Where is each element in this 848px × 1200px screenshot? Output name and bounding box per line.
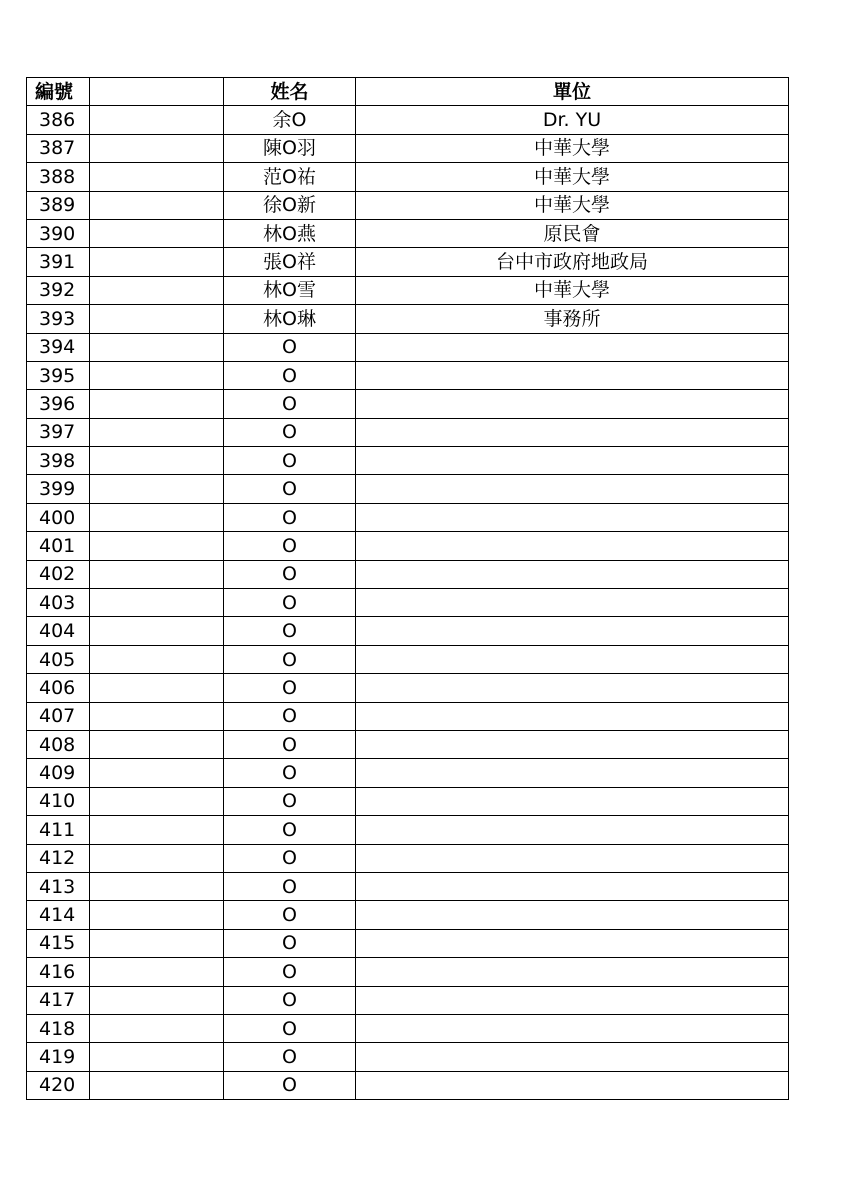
row-name: O <box>224 418 356 446</box>
row-unit: 事務所 <box>356 305 789 333</box>
row-unit <box>356 730 789 758</box>
row-unit: 台中市政府地政局 <box>356 248 789 276</box>
table-row <box>27 617 789 645</box>
row-unit: 中華大學 <box>356 191 789 219</box>
row-id: 391 <box>27 248 90 276</box>
table-row <box>27 844 789 872</box>
header-row <box>27 78 789 106</box>
row-id: 410 <box>27 787 90 815</box>
row-unit <box>356 958 789 986</box>
row-id: 393 <box>27 305 90 333</box>
header-unit: 單位 <box>356 78 789 106</box>
row-id: 407 <box>27 702 90 730</box>
row-name: O <box>224 730 356 758</box>
table-row <box>27 787 789 815</box>
row-unit <box>356 901 789 929</box>
row-unit <box>356 702 789 730</box>
row-blank-cell <box>90 1071 224 1099</box>
row-unit <box>356 333 789 361</box>
row-unit: Dr. YU <box>356 106 789 134</box>
table-row <box>27 1043 789 1071</box>
table-row <box>27 929 789 957</box>
row-blank-cell <box>90 560 224 588</box>
row-blank-cell <box>90 844 224 872</box>
row-id: 418 <box>27 1014 90 1042</box>
table-row <box>27 816 789 844</box>
row-id: 398 <box>27 447 90 475</box>
row-name: 林O燕 <box>224 219 356 247</box>
row-unit: 中華大學 <box>356 276 789 304</box>
row-blank-cell <box>90 276 224 304</box>
table-row <box>27 759 789 787</box>
row-unit: 原民會 <box>356 219 789 247</box>
table-row <box>27 589 789 617</box>
row-name: O <box>224 844 356 872</box>
row-name: 余O <box>224 106 356 134</box>
table-row <box>27 560 789 588</box>
row-blank-cell <box>90 816 224 844</box>
table-row <box>27 276 789 304</box>
row-name: O <box>224 1014 356 1042</box>
table-row <box>27 475 789 503</box>
row-id: 408 <box>27 730 90 758</box>
row-blank-cell <box>90 929 224 957</box>
table-row <box>27 872 789 900</box>
row-blank-cell <box>90 447 224 475</box>
row-id: 395 <box>27 361 90 389</box>
row-id: 403 <box>27 589 90 617</box>
row-id: 404 <box>27 617 90 645</box>
row-id: 399 <box>27 475 90 503</box>
row-blank-cell <box>90 730 224 758</box>
row-unit <box>356 390 789 418</box>
row-unit <box>356 929 789 957</box>
row-blank-cell <box>90 1014 224 1042</box>
header-blank <box>90 78 224 106</box>
row-id: 397 <box>27 418 90 446</box>
row-id: 388 <box>27 163 90 191</box>
row-name: O <box>224 929 356 957</box>
row-name: 范O祐 <box>224 163 356 191</box>
row-blank-cell <box>90 759 224 787</box>
row-name: O <box>224 617 356 645</box>
row-id: 392 <box>27 276 90 304</box>
row-name: O <box>224 333 356 361</box>
table-row <box>27 958 789 986</box>
table-row <box>27 219 789 247</box>
row-blank-cell <box>90 106 224 134</box>
row-id: 413 <box>27 872 90 900</box>
row-unit <box>356 447 789 475</box>
row-name: O <box>224 1043 356 1071</box>
row-blank-cell <box>90 872 224 900</box>
table-row <box>27 305 789 333</box>
table-row <box>27 674 789 702</box>
row-unit <box>356 503 789 531</box>
row-unit <box>356 816 789 844</box>
row-blank-cell <box>90 134 224 162</box>
header-id: 編號 <box>27 78 90 106</box>
row-unit <box>356 361 789 389</box>
row-id: 411 <box>27 816 90 844</box>
row-id: 394 <box>27 333 90 361</box>
row-name: O <box>224 816 356 844</box>
row-id: 402 <box>27 560 90 588</box>
row-id: 406 <box>27 674 90 702</box>
row-id: 415 <box>27 929 90 957</box>
row-name: O <box>224 1071 356 1099</box>
row-blank-cell <box>90 333 224 361</box>
row-id: 386 <box>27 106 90 134</box>
table-row <box>27 361 789 389</box>
row-name: 徐O新 <box>224 191 356 219</box>
table-row <box>27 1071 789 1099</box>
row-name: O <box>224 958 356 986</box>
row-unit <box>356 560 789 588</box>
row-blank-cell <box>90 645 224 673</box>
row-blank-cell <box>90 163 224 191</box>
row-blank-cell <box>90 305 224 333</box>
row-name: 林O琳 <box>224 305 356 333</box>
row-blank-cell <box>90 390 224 418</box>
table-row <box>27 333 789 361</box>
row-unit <box>356 872 789 900</box>
row-blank-cell <box>90 1043 224 1071</box>
row-unit <box>356 674 789 702</box>
row-name: O <box>224 503 356 531</box>
row-name: 張O祥 <box>224 248 356 276</box>
table-row <box>27 447 789 475</box>
row-blank-cell <box>90 248 224 276</box>
row-name: O <box>224 759 356 787</box>
row-blank-cell <box>90 191 224 219</box>
roster-table <box>26 77 789 1100</box>
row-blank-cell <box>90 787 224 815</box>
row-name: O <box>224 447 356 475</box>
row-unit: 中華大學 <box>356 163 789 191</box>
row-id: 420 <box>27 1071 90 1099</box>
row-id: 387 <box>27 134 90 162</box>
table-row <box>27 901 789 929</box>
row-unit <box>356 1014 789 1042</box>
row-id: 400 <box>27 503 90 531</box>
row-id: 409 <box>27 759 90 787</box>
row-id: 417 <box>27 986 90 1014</box>
table-row <box>27 986 789 1014</box>
table-row <box>27 503 789 531</box>
row-blank-cell <box>90 532 224 560</box>
table-row <box>27 248 789 276</box>
row-name: O <box>224 560 356 588</box>
row-unit <box>356 844 789 872</box>
row-unit <box>356 617 789 645</box>
table-row <box>27 730 789 758</box>
table-row <box>27 106 789 134</box>
row-name: O <box>224 986 356 1014</box>
row-blank-cell <box>90 986 224 1014</box>
table-row <box>27 163 789 191</box>
row-unit <box>356 589 789 617</box>
row-unit <box>356 645 789 673</box>
table-row <box>27 532 789 560</box>
row-id: 416 <box>27 958 90 986</box>
row-blank-cell <box>90 589 224 617</box>
row-name: 林O雪 <box>224 276 356 304</box>
row-name: O <box>224 361 356 389</box>
row-unit <box>356 532 789 560</box>
row-unit <box>356 986 789 1014</box>
row-id: 389 <box>27 191 90 219</box>
row-id: 412 <box>27 844 90 872</box>
row-id: 390 <box>27 219 90 247</box>
row-unit <box>356 1043 789 1071</box>
header-name: 姓名 <box>224 78 356 106</box>
row-blank-cell <box>90 674 224 702</box>
row-blank-cell <box>90 958 224 986</box>
row-id: 419 <box>27 1043 90 1071</box>
row-name: O <box>224 475 356 503</box>
row-unit <box>356 787 789 815</box>
row-unit <box>356 475 789 503</box>
row-id: 396 <box>27 390 90 418</box>
row-name: O <box>224 532 356 560</box>
row-unit: 中華大學 <box>356 134 789 162</box>
row-name: O <box>224 645 356 673</box>
table-row <box>27 702 789 730</box>
row-name: O <box>224 589 356 617</box>
row-blank-cell <box>90 418 224 446</box>
row-blank-cell <box>90 475 224 503</box>
row-name: 陳O羽 <box>224 134 356 162</box>
row-name: O <box>224 901 356 929</box>
row-blank-cell <box>90 617 224 645</box>
row-name: O <box>224 787 356 815</box>
table-row <box>27 390 789 418</box>
table-row <box>27 1014 789 1042</box>
table-row <box>27 645 789 673</box>
row-id: 401 <box>27 532 90 560</box>
row-name: O <box>224 872 356 900</box>
row-unit <box>356 418 789 446</box>
table-row <box>27 191 789 219</box>
row-id: 405 <box>27 645 90 673</box>
table-row <box>27 134 789 162</box>
row-blank-cell <box>90 901 224 929</box>
row-id: 414 <box>27 901 90 929</box>
row-blank-cell <box>90 702 224 730</box>
row-name: O <box>224 702 356 730</box>
roster-body <box>27 106 789 1100</box>
row-blank-cell <box>90 219 224 247</box>
table-row <box>27 418 789 446</box>
row-unit <box>356 759 789 787</box>
row-name: O <box>224 390 356 418</box>
row-unit <box>356 1071 789 1099</box>
row-blank-cell <box>90 503 224 531</box>
row-name: O <box>224 674 356 702</box>
row-blank-cell <box>90 361 224 389</box>
